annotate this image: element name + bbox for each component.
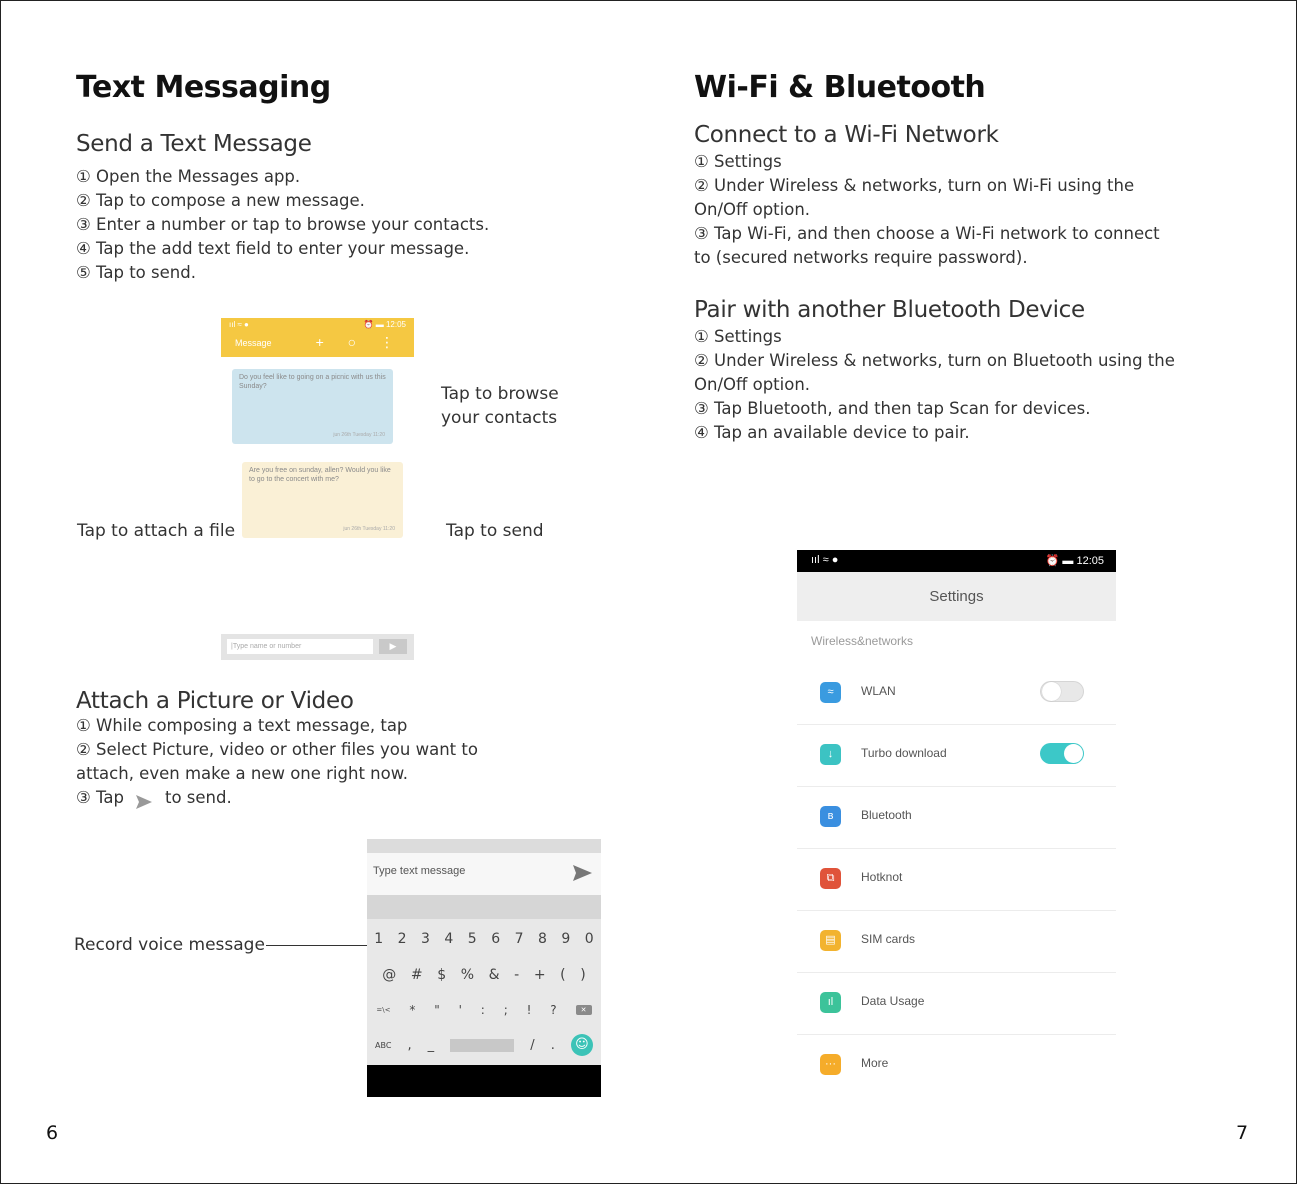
status-bar-left: ııl ≈ ● [229,320,249,329]
key[interactable]: ? [550,1003,557,1017]
key[interactable]: . [550,1037,555,1053]
settings-item-label: Data Usage [861,994,925,1008]
bluetooth-icon: ʙ [820,806,841,827]
message-timestamp: jun 26th Tuesday 11:20 [333,432,385,438]
send-step: ③ Enter a number or tap to browse your contacts. [76,215,490,234]
more-icon: ··· [820,1054,841,1075]
key[interactable]: 1 [374,931,384,947]
key[interactable]: _ [427,1037,435,1053]
toggle-knob [1042,682,1061,701]
key[interactable]: 9 [561,931,571,947]
keyboard-bottom-row [367,1032,601,1058]
settings-item-label: Hotknot [861,870,903,884]
settings-item-bluetooth[interactable] [797,786,1116,849]
attach-step-2: ② Select Picture, video or other files you want to [76,740,478,759]
key[interactable]: 6 [491,931,501,947]
key[interactable]: ( [560,967,566,983]
status-bar-left: ııl ≈ ● [811,554,839,566]
navigation-bar [367,1065,601,1097]
send-steps-list [76,165,489,285]
key[interactable]: 3 [421,931,430,947]
keyboard-punct-row [367,998,601,1022]
message-timestamp: jun 26th Tuesday 11:20 [343,526,395,532]
keyboard-symbol-row [367,963,601,987]
settings-item-label: SIM cards [861,932,916,946]
send-icon[interactable]: ▶ [379,639,407,654]
recipient-input[interactable]: |Type name or number [227,639,373,654]
hotknot-icon: ⧉ [820,868,841,889]
sim-card-icon: ▤ [820,930,841,951]
settings-item-more[interactable] [797,1034,1116,1085]
messaging-app-bar [221,318,414,357]
settings-item-hotknot[interactable] [797,848,1116,911]
status-bar [797,550,1116,572]
key[interactable]: @ [382,967,397,983]
message-input[interactable]: Type text message [373,865,466,877]
right-page-title: Wi-Fi & Bluetooth [694,70,986,105]
toggle-knob [1064,744,1083,763]
settings-item-wlan[interactable] [797,662,1116,725]
abc-key[interactable]: ABC [375,1040,392,1050]
attach-step-3: ③ Tap [76,788,124,807]
key[interactable]: 2 [397,931,407,947]
sent-message-bubble [242,462,403,538]
turbo-download-toggle[interactable] [1040,743,1084,764]
message-text: Do you feel like to going on a picnic with us this Sunday? [239,374,386,390]
key[interactable]: =\< [376,1006,391,1014]
page-number-right: 7 [1236,1122,1249,1144]
settings-screen [797,550,1116,1085]
messaging-actions[interactable]: + ○ ⋮ [315,334,404,350]
key[interactable]: : [480,1003,485,1017]
wlan-toggle[interactable] [1040,681,1084,702]
key[interactable]: 8 [537,931,547,947]
callout-browse-line1: Tap to browse [441,384,559,404]
bt-step: ① Settings [694,327,782,346]
key[interactable]: , [407,1037,412,1053]
settings-title: Settings [797,572,1116,621]
key[interactable]: " [434,1003,440,1017]
settings-item-label: Bluetooth [861,808,912,822]
key[interactable]: $ [437,967,447,983]
emoji-icon[interactable]: ☺ [571,1034,593,1056]
send-section-heading: Send a Text Message [76,131,312,157]
send-step: ② Tap to compose a new message. [76,191,365,210]
send-step: ④ Tap the add text field to enter your message. [76,239,470,258]
attach-step-3-cont: to send. [165,788,232,807]
attach-step-2-cont: attach, even make a new one right now. [76,764,408,783]
wifi-icon: ≈ [820,682,841,703]
settings-item-label: Turbo download [861,746,947,760]
settings-item-label: WLAN [861,684,896,698]
key[interactable]: ' [458,1003,462,1017]
callout-leader-line [266,945,367,946]
key[interactable]: * [409,1003,416,1017]
settings-item-data-usage[interactable] [797,972,1116,1035]
received-message-bubble [232,369,393,444]
callout-attach: Tap to attach a file [77,521,236,541]
key[interactable]: / [530,1037,535,1053]
key[interactable]: 5 [467,931,477,947]
keyboard-suggestion-strip [367,895,601,919]
key[interactable]: % [460,967,475,983]
status-bar-right: ⏰ ▬ 12:05 [363,320,406,329]
attach-section-heading: Attach a Picture or Video [76,688,354,714]
wifi-step: ③ Tap Wi-Fi, and then choose a Wi-Fi network to connect [694,224,1160,243]
attach-step-1: ① While composing a text message, tap [76,716,408,735]
wifi-step: On/Off option. [694,200,811,219]
bt-step: ③ Tap Bluetooth, and then tap Scan for devices. [694,399,1091,418]
wireless-section-label: Wireless&networks [811,634,914,648]
callout-send: Tap to send [446,521,544,541]
status-bar-right: ⏰ ▬ 12:05 [1045,555,1104,567]
key[interactable]: 4 [444,931,454,947]
send-arrow-icon [135,794,153,810]
compose-bar [221,634,414,660]
callout-browse-line2: your contacts [441,408,558,428]
bt-step: On/Off option. [694,375,811,394]
wifi-step: ② Under Wireless & networks, turn on Wi-Fi using the [694,176,1135,195]
key[interactable]: ; [503,1003,508,1017]
bt-step: ② Under Wireless & networks, turn on Bluetooth using the [694,351,1175,370]
key[interactable]: 7 [514,931,524,947]
keyboard-screen [367,839,601,1097]
send-step: ⑤ Tap to send. [76,263,196,282]
key[interactable]: ) [580,967,586,983]
key[interactable]: ! [526,1003,532,1017]
bt-section-heading: Pair with another Bluetooth Device [694,297,1085,323]
settings-item-turbo-download[interactable] [797,724,1116,787]
key[interactable]: 0 [584,931,594,947]
wifi-step: to (secured networks require password). [694,248,1028,267]
key[interactable]: - [514,967,520,983]
bt-step: ④ Tap an available device to pair. [694,423,970,442]
send-step: ① Open the Messages app. [76,167,301,186]
wifi-steps-list [694,150,1160,270]
send-icon[interactable] [571,862,593,884]
left-page-title: Text Messaging [76,70,331,105]
message-input-bar [367,853,601,895]
space-key[interactable] [450,1039,514,1052]
backspace-icon[interactable]: ✕ [576,1005,592,1015]
wifi-section-heading: Connect to a Wi-Fi Network [694,122,999,148]
keyboard-number-row [367,927,601,951]
callout-record: Record voice message [74,935,265,955]
keyboard-top-strip [367,839,601,853]
messaging-title: Message [235,338,272,348]
message-text: Are you free on sunday, allen? Would you like to go to the concert with me? [249,467,391,483]
page-number-left: 6 [46,1122,59,1144]
key[interactable]: # [410,967,423,983]
download-icon: ↓ [820,744,841,765]
settings-item-label: More [861,1056,889,1070]
bt-steps-list [694,325,1175,445]
settings-item-sim-cards[interactable] [797,910,1116,973]
wifi-step: ① Settings [694,152,782,171]
data-usage-icon: ıl [820,992,841,1013]
key[interactable]: + [533,967,546,983]
key[interactable]: & [488,967,500,983]
